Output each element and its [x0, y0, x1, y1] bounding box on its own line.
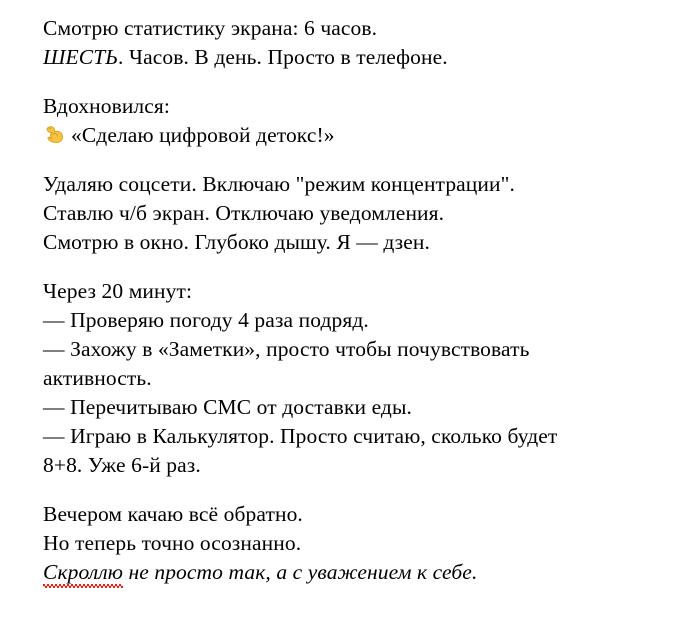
list-item: — Перечитываю СМС от доставки еды.: [43, 395, 412, 419]
text-line: [43, 121, 680, 150]
text-line: Смотрю статистику экрана: 6 часов.: [43, 16, 378, 40]
text-line: Вдохновился:: [43, 94, 170, 118]
emphasis-shest: ШЕСТЬ: [43, 45, 119, 69]
text-line: Через 20 минут:: [43, 279, 193, 303]
text-run: . Часов. В день. Просто в телефоне.: [118, 45, 448, 69]
text-line: Вечером качаю всё обратно.: [43, 502, 303, 526]
list-item-continuation: 8+8. Уже 6-й раз.: [43, 453, 201, 477]
text-run: не просто так, а с уважением к себе.: [122, 560, 478, 584]
text-line: Но теперь точно осознанно.: [43, 531, 302, 555]
list-item: — Захожу в «Заметки», просто чтобы почувствовать: [43, 337, 530, 361]
text-line: Смотрю в окно. Глубоко дышу. Я — дзен.: [43, 230, 430, 254]
text-line: [43, 43, 680, 72]
paragraph-4: [43, 277, 680, 480]
list-item: — Играю в Калькулятор. Просто считаю, сколько будет: [43, 424, 558, 448]
paragraph-2: [43, 92, 680, 150]
list-item: — Проверяю погоду 4 раза подряд.: [43, 308, 369, 332]
paragraph-5: [43, 500, 680, 587]
paragraph-1: [43, 14, 680, 72]
text-line: Удаляю соцсети. Включаю "режим концентрации".: [43, 172, 515, 196]
text-line-final: [43, 558, 680, 587]
text-run: «Сделаю цифровой детокс!»: [71, 123, 335, 147]
list-item-continuation: активность.: [43, 366, 152, 390]
paragraph-3: [43, 170, 680, 257]
text-line: Ставлю ч/б экран. Отключаю уведомления.: [43, 201, 445, 225]
flexed-biceps-icon: [43, 122, 67, 146]
misspelled-word: Скроллю: [43, 558, 123, 587]
